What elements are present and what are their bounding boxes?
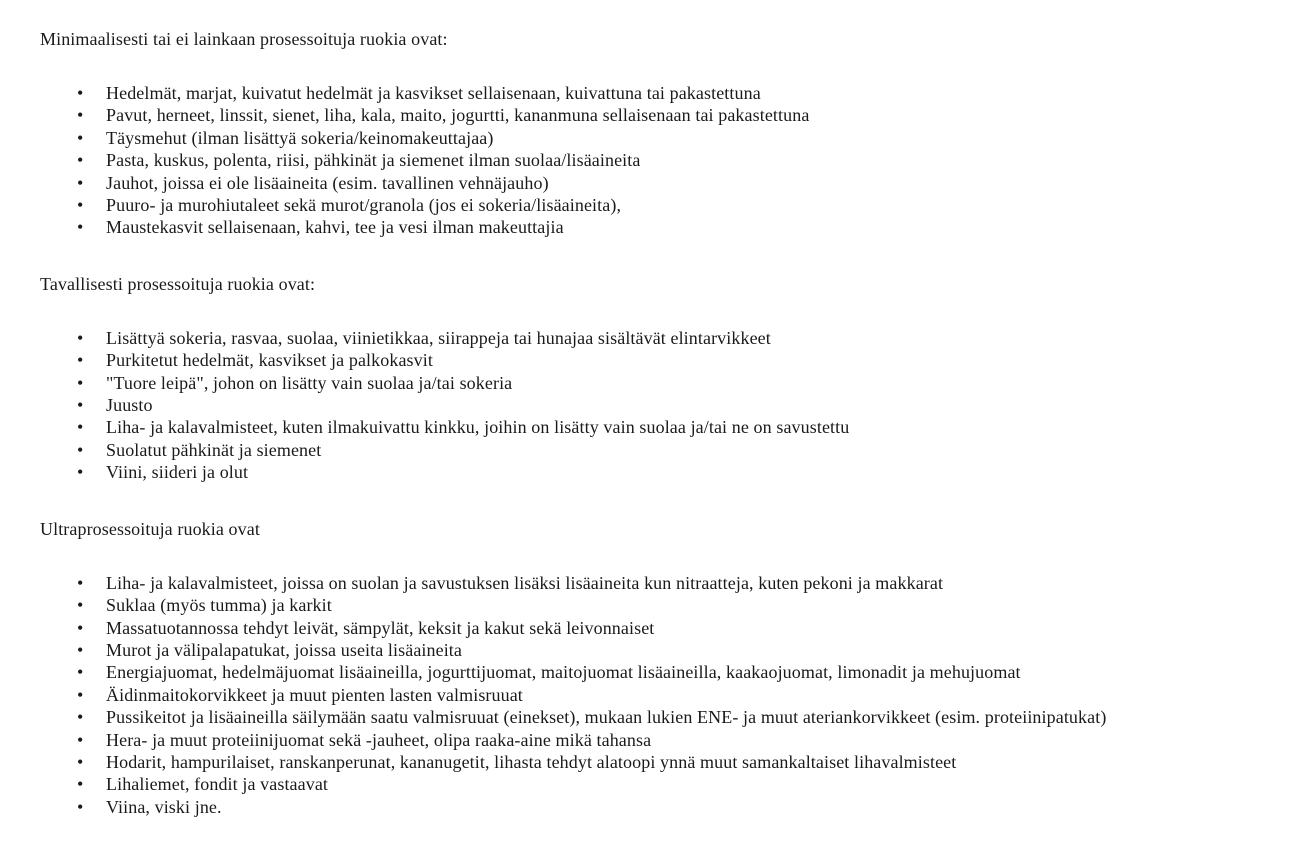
list-item: • Murot ja välipalapatukat, joissa useita lisäaineita: [40, 639, 1283, 661]
list-item: • Viini, siideri ja olut: [40, 461, 1283, 483]
list-item: • Lihaliemet, fondit ja vastaavat: [40, 773, 1283, 795]
section-normally-processed: [40, 273, 1283, 484]
list-item: • Maustekasvit sellaisenaan, kahvi, tee ja vesi ilman makeuttajia: [40, 216, 1283, 238]
list-item: • Hodarit, hampurilaiset, ranskanperunat, kananugetit, lihasta tehdyt alatoopi ynnä muut samankaltaiset lihavalmisteet: [40, 751, 1283, 773]
list-item: • Lisättyä sokeria, rasvaa, suolaa, viinietikkaa, siirappeja tai hunajaa sisältävät elintarvikkeet: [40, 327, 1283, 349]
list-item: • Liha- ja kalavalmisteet, joissa on suolan ja savustuksen lisäksi lisäaineita kun nitraatteja, kuten pekoni ja makkarat: [40, 572, 1283, 594]
list-item: • Pussikeitot ja lisäaineilla säilymään saatu valmisruuat (einekset), mukaan lukien ENE- ja muut ateriankorvikkeet (esim. proteiinipatukat): [40, 706, 1283, 728]
list-item: • Viina, viski jne.: [40, 796, 1283, 818]
section-heading: Tavallisesti prosessoituja ruokia ovat:: [40, 273, 316, 294]
section-minimally-processed: [40, 28, 1283, 239]
section-heading: Minimaalisesti tai ei lainkaan prosessoituja ruokia ovat:: [40, 29, 448, 49]
list-item: • Jauhot, joissa ei ole lisäaineita (esim. tavallinen vehnäjauho): [40, 172, 1283, 194]
list-item: • Pasta, kuskus, polenta, riisi, pähkinät ja siemenet ilman suolaa/lisäaineita: [40, 149, 1283, 171]
section-heading: Ultraprosessoituja ruokia ovat: [40, 518, 260, 539]
list-item: • Juusto: [40, 394, 1283, 416]
list-item: • Purkitetut hedelmät, kasvikset ja palkokasvit: [40, 349, 1283, 371]
bullet-list: [40, 82, 1283, 239]
list-item: • Täysmehut (ilman lisättyä sokeria/keinomakeuttajaa): [40, 127, 1283, 149]
bullet-list: [40, 572, 1283, 818]
section-ultra-processed: [40, 518, 1283, 818]
list-item: • Äidinmaitokorvikkeet ja muut pienten lasten valmisruuat: [40, 684, 1283, 706]
list-item: • Puuro- ja murohiutaleet sekä murot/granola (jos ei sokeria/lisäaineita),: [40, 194, 1283, 216]
list-item: • Liha- ja kalavalmisteet, kuten ilmakuivattu kinkku, joihin on lisätty vain suolaa ja/tai ne on savustettu: [40, 416, 1283, 438]
list-item: • Suklaa (myös tumma) ja karkit: [40, 594, 1283, 616]
bullet-list: [40, 327, 1283, 484]
list-item: • "Tuore leipä", johon on lisätty vain suolaa ja/tai sokeria: [40, 372, 1283, 394]
list-item: • Hedelmät, marjat, kuivatut hedelmät ja kasvikset sellaisenaan, kuivattuna tai pakastettuna: [40, 82, 1283, 104]
list-item: • Energiajuomat, hedelmäjuomat lisäaineilla, jogurttijuomat, maitojuomat lisäaineilla, kaakaojuomat, limonadit ja mehujuomat: [40, 661, 1283, 683]
list-item: • Pavut, herneet, linssit, sienet, liha, kala, maito, jogurtti, kananmuna sellaisenaan tai pakastettuna: [40, 104, 1283, 126]
list-item: • Hera- ja muut proteiinijuomat sekä -jauheet, olipa raaka-aine mikä tahansa: [40, 729, 1283, 751]
list-item: • Suolatut pähkinät ja siemenet: [40, 439, 1283, 461]
list-item: • Massatuotannossa tehdyt leivät, sämpylät, keksit ja kakut sekä leivonnaiset: [40, 617, 1283, 639]
